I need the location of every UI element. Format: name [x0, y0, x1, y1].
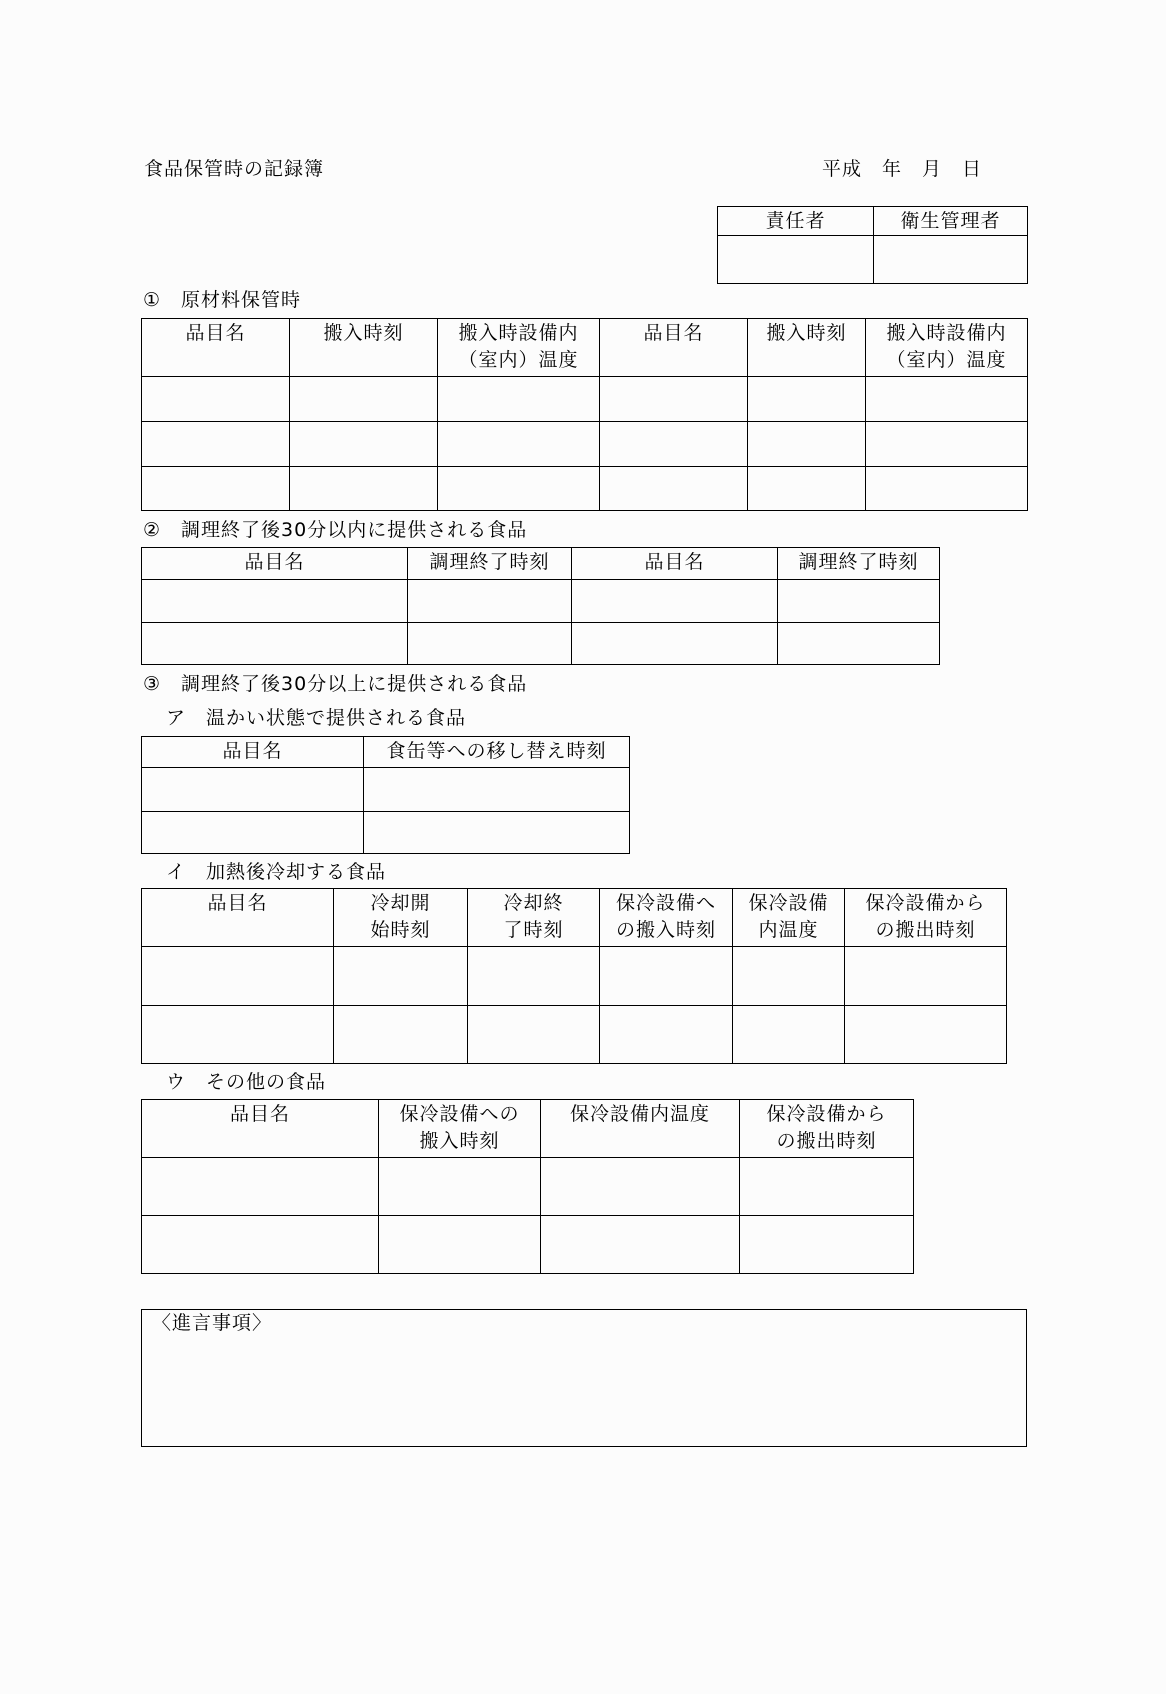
table-cell[interactable] [142, 1158, 379, 1216]
table-cell[interactable] [142, 947, 334, 1006]
table-cell[interactable] [142, 580, 408, 623]
section3i-heading: イ 加熱後冷却する食品 [166, 861, 387, 883]
table-cell[interactable] [142, 467, 290, 511]
col-cooking-end-time: 調理終了時刻 [778, 548, 940, 580]
table-row [142, 1158, 914, 1216]
table-cell[interactable] [866, 467, 1028, 511]
table-cell[interactable] [408, 580, 572, 623]
table-cell[interactable] [334, 1006, 468, 1064]
table-cell[interactable] [748, 377, 866, 422]
col-item-name: 品目名 [142, 548, 408, 580]
col-delivery-time: 搬入時刻 [290, 319, 438, 377]
table-cell[interactable] [142, 377, 290, 422]
page-title: 食品保管時の記録簿 [144, 158, 325, 180]
col-item-name: 品目名 [572, 548, 778, 580]
section1-heading: ① 原材料保管時 [143, 289, 302, 311]
table-cell[interactable] [600, 1006, 733, 1064]
table-cell[interactable] [142, 1006, 334, 1064]
date-field: 平成 年 月 日 [822, 158, 983, 180]
table-cell[interactable] [290, 467, 438, 511]
col-cooling-end-time: 冷却終 了時刻 [468, 889, 600, 947]
table-cell[interactable] [142, 812, 364, 854]
col-cold-storage-out-time: 保冷設備から の搬出時刻 [845, 889, 1007, 947]
remarks-label: 〈進言事項〉 [152, 1312, 273, 1334]
table-cell[interactable] [438, 467, 600, 511]
other-food-table [141, 1099, 914, 1274]
table-cell[interactable] [733, 947, 845, 1006]
table-cell[interactable] [740, 1216, 914, 1274]
table-cell[interactable] [142, 422, 290, 467]
col-cold-storage-temp: 保冷設備 内温度 [733, 889, 845, 947]
table-row [142, 768, 630, 812]
table-cell[interactable] [748, 422, 866, 467]
table-cell[interactable] [334, 947, 468, 1006]
col-cold-storage-in-time: 保冷設備への 搬入時刻 [379, 1100, 541, 1158]
col-delivery-temp: 搬入時設備内 （室内）温度 [438, 319, 600, 377]
table-cell[interactable] [541, 1158, 740, 1216]
table-row [142, 812, 630, 854]
table-cell[interactable] [572, 580, 778, 623]
col-cold-storage-out-time: 保冷設備から の搬出時刻 [740, 1100, 914, 1158]
col-cold-storage-temp: 保冷設備内温度 [541, 1100, 740, 1158]
col-item-name: 品目名 [142, 1100, 379, 1158]
table-cell[interactable] [733, 1006, 845, 1064]
signature-cell-responsible[interactable] [718, 236, 874, 284]
col-cooking-end-time: 調理終了時刻 [408, 548, 572, 580]
table-cell[interactable] [541, 1216, 740, 1274]
table-cell[interactable] [600, 377, 748, 422]
col-item-name: 品目名 [142, 737, 364, 768]
table-cell[interactable] [572, 623, 778, 665]
table-cell[interactable] [364, 812, 630, 854]
table-cell[interactable] [438, 377, 600, 422]
table-row [142, 467, 1028, 511]
table-cell[interactable] [866, 422, 1028, 467]
table-row [142, 947, 1007, 1006]
table-cell[interactable] [778, 623, 940, 665]
raw-material-table [141, 318, 1028, 511]
table-cell[interactable] [142, 1216, 379, 1274]
col-transfer-time: 食缶等への移し替え時刻 [364, 737, 630, 768]
table-cell[interactable] [845, 1006, 1007, 1064]
table-cell[interactable] [468, 947, 600, 1006]
col-cooling-start-time: 冷却開 始時刻 [334, 889, 468, 947]
table-row [142, 377, 1028, 422]
signature-header-hygiene-manager: 衛生管理者 [874, 207, 1028, 236]
table-cell[interactable] [142, 623, 408, 665]
table-row [142, 580, 940, 623]
table-cell[interactable] [778, 580, 940, 623]
section3u-heading: ウ その他の食品 [166, 1071, 327, 1093]
section3a-heading: ア 温かい状態で提供される食品 [166, 707, 467, 729]
table-cell[interactable] [845, 947, 1007, 1006]
table-cell[interactable] [379, 1158, 541, 1216]
section2-heading: ② 調理終了後30分以内に提供される食品 [143, 519, 528, 541]
cooled-after-heating-table [141, 888, 1007, 1064]
table-cell[interactable] [290, 422, 438, 467]
signature-table [717, 206, 1028, 284]
signature-header-responsible: 責任者 [718, 207, 874, 236]
col-item-name: 品目名 [142, 889, 334, 947]
table-cell[interactable] [866, 377, 1028, 422]
table-row [142, 1216, 914, 1274]
table-cell[interactable] [468, 1006, 600, 1064]
col-delivery-temp: 搬入時設備内 （室内）温度 [866, 319, 1028, 377]
table-cell[interactable] [600, 467, 748, 511]
table-cell[interactable] [740, 1158, 914, 1216]
table-row [142, 1006, 1007, 1064]
table-cell[interactable] [600, 947, 733, 1006]
col-cold-storage-in-time: 保冷設備へ の搬入時刻 [600, 889, 733, 947]
col-delivery-time: 搬入時刻 [748, 319, 866, 377]
table-cell[interactable] [438, 422, 600, 467]
table-cell[interactable] [600, 422, 748, 467]
signature-cell-hygiene-manager[interactable] [874, 236, 1028, 284]
table-cell[interactable] [142, 768, 364, 812]
remarks-box[interactable] [141, 1309, 1027, 1447]
col-item-name: 品目名 [142, 319, 290, 377]
table-cell[interactable] [408, 623, 572, 665]
section3-heading: ③ 調理終了後30分以上に提供される食品 [143, 673, 528, 695]
table-cell[interactable] [748, 467, 866, 511]
table-row [142, 422, 1028, 467]
served-hot-table [141, 736, 630, 854]
col-item-name: 品目名 [600, 319, 748, 377]
table-cell[interactable] [379, 1216, 541, 1274]
table-cell[interactable] [290, 377, 438, 422]
table-cell[interactable] [364, 768, 630, 812]
served-within-30min-table [141, 547, 940, 665]
table-row [142, 623, 940, 665]
